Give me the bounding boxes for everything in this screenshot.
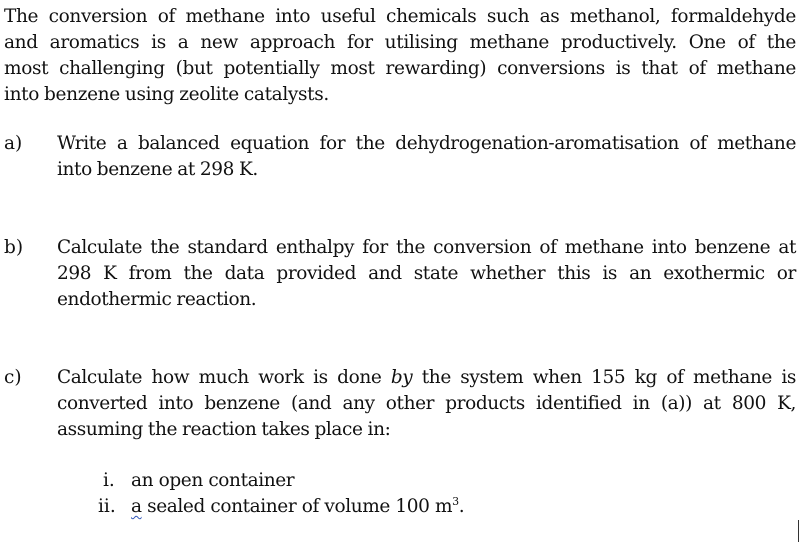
subitem-ii-marker: ii. xyxy=(98,496,116,517)
subitem-ii-end: . xyxy=(458,496,465,517)
question-line: into benzene at 298 K. xyxy=(57,159,258,180)
question-a-marker: a) xyxy=(4,133,23,154)
subitem-ii-rest: sealed container of volume 100 m xyxy=(141,496,453,517)
subitem-i-text: an open container xyxy=(131,470,295,491)
intro-paragraph xyxy=(4,4,796,108)
superscript-exponent: 3 xyxy=(452,495,459,508)
question-line: Write a balanced equation for the dehydrogenation-aromatisation of methane xyxy=(57,133,796,154)
question-c-fragment: Calculate how much work is done xyxy=(57,367,382,388)
question-line xyxy=(57,365,796,391)
intro-line: The conversion of methane into useful chemicals such as methanol, formaldehyde xyxy=(4,6,796,27)
question-c-emphasis: by xyxy=(390,367,413,388)
subitem-ii-text xyxy=(131,494,464,520)
question-b-text xyxy=(57,235,796,313)
intro-line: most challenging (but potentially most rewarding) conversions is that of methane xyxy=(4,58,796,79)
spellcheck-word: a xyxy=(131,496,142,517)
question-line: Calculate the standard enthalpy for the conversion of methane into benzene at xyxy=(57,237,796,258)
text-cursor xyxy=(798,520,799,542)
subitem-i-marker: i. xyxy=(103,470,115,491)
question-c-fragment: the system when 155 kg of methane is xyxy=(421,367,796,388)
question-b-marker: b) xyxy=(4,237,24,258)
intro-line: into benzene using zeolite catalysts. xyxy=(4,84,329,105)
question-line: 298 K from the data provided and state whether this is an exothermic or xyxy=(57,263,796,284)
intro-line: and aromatics is a new approach for utilising methane productively. One of the xyxy=(4,32,796,53)
question-c-marker: c) xyxy=(4,367,22,388)
question-a-text xyxy=(57,131,796,183)
question-line: assuming the reaction takes place in: xyxy=(57,419,391,440)
question-c-text xyxy=(57,365,796,443)
question-line: converted into benzene (and any other products identified in (a)) at 800 K, xyxy=(57,393,796,414)
question-line: endothermic reaction. xyxy=(57,289,257,310)
